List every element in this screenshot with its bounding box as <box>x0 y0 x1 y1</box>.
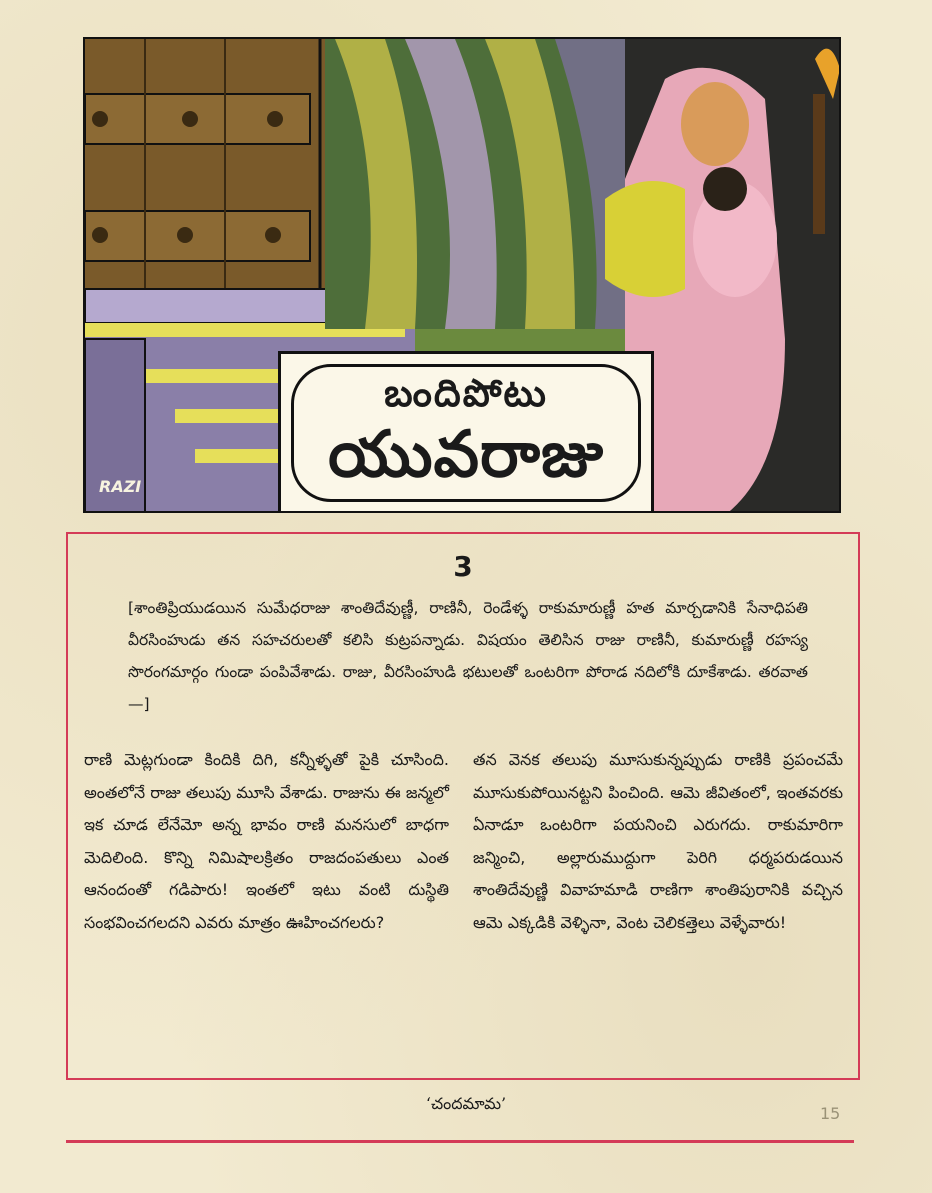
story-title-line2: యువరాజు <box>328 418 604 492</box>
story-column-right: తన వెనక తలుపు మూసుకున్నప్పుడు రాణికి ప్రపంచమే మూసుకుపోయినట్టని పించింది. ఆమె జీవితంలో, ఇంతవరకు ఏనాడూ ఒంటరిగా పయనించి ఎరుగదు. రాకుమారిగా జన్మించి, అల్లారుముద్దుగా పెరిగి ధర్మపరుడయిన శాంతిదేవుణ్ణి వివాహమాడి రాణిగా శాంతిపురానికి వచ్చిన ఆమె ఎక్కడికి వెళ్ళినా, వెంట చెలికత్తెలు వెళ్ళేవారు! <box>473 750 843 932</box>
story-text-box <box>66 532 860 1080</box>
magazine-name: ‘చందమామ’ <box>425 1094 507 1113</box>
page-number: 15 <box>820 1104 841 1123</box>
previous-summary: [శాంతిప్రియుడయిన సుమేధరాజు శాంతిదేవుణ్ణీ, రాణినీ, రెండేళ్ళ రాకుమారుణ్ణీ హత మార్చడానికి సేనాధిపతి వీరసింహుడు తన సహచరులతో కలిసి కుట్రపన్నాడు. విషయం తెలిసిన రాజు రాణినీ, కుమారుణ్ణీ రహస్య సొరంగమార్గం గుండా పంపివేశాడు. రాజు, వీరసింహుడి భటులతో ఒంటరిగా పోరాడ నదిలోకి దూకేశాడు. తరవాత—] <box>128 599 808 713</box>
story-title-line1: బందిపోటు <box>384 370 548 415</box>
chapter-number: 3 <box>453 550 473 583</box>
bottom-rule <box>66 1140 854 1143</box>
artist-signature: RAZI <box>99 477 142 496</box>
story-title-plate <box>278 351 654 513</box>
story-illustration <box>83 37 841 513</box>
story-column-left: రాణి మెట్లగుండా కిందికి దిగి, కన్నీళ్ళతో పైకి చూసింది. అంతలోనే రాజు తలుపు మూసి వేశాడు. రాజును ఈ జన్మలో ఇక చూడ లేనేమో అన్న భావం రాణి మనసులో బాధగా మెదిలింది. కొన్ని నిమిషాలక్రితం రాజదంపతులు ఎంత ఆనందంతో గడిపారు! ఇంతలో ఇటు వంటి దుస్థితి సంభవించగలదని ఎవరు మాత్రం ఊహించగలరు? <box>84 750 449 932</box>
